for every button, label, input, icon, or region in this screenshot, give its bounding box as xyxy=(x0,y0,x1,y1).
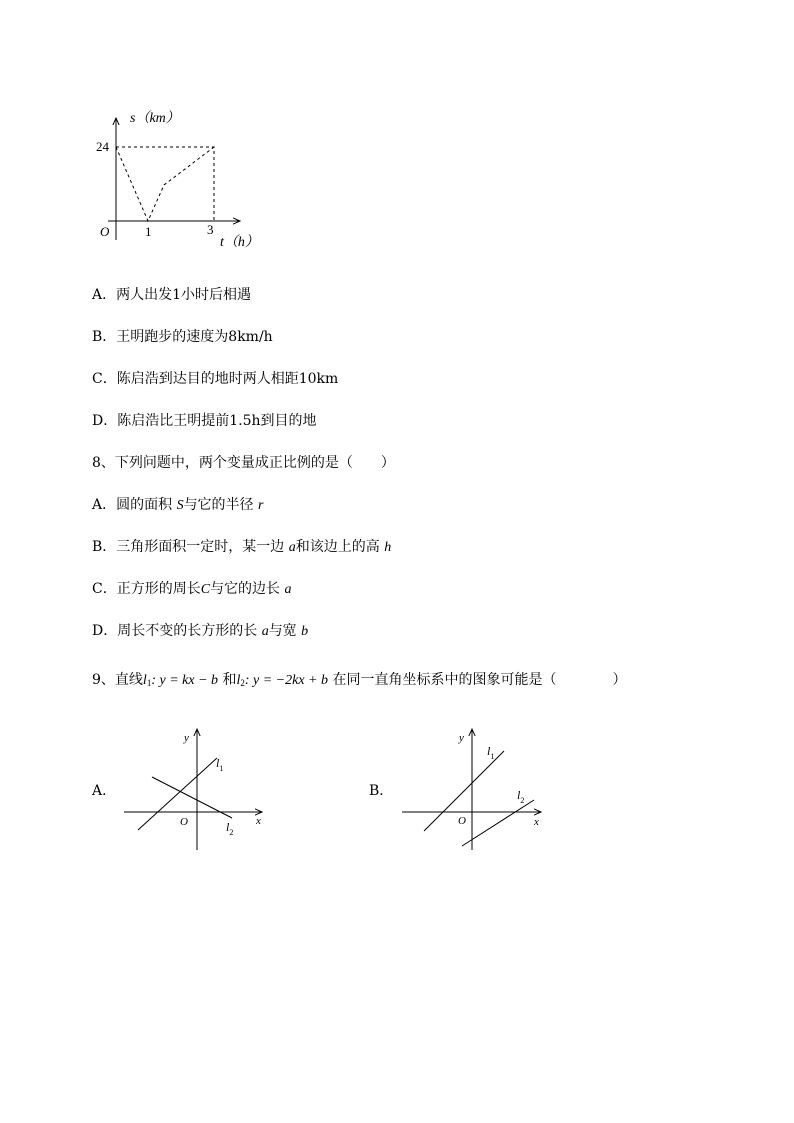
x-tick-3: 3 xyxy=(207,222,214,237)
q8-b-var-a: a xyxy=(288,540,296,555)
q9-graph-a xyxy=(120,725,270,855)
q8-a-text: A．圆的面积 xyxy=(92,497,177,513)
origin-label: O xyxy=(100,224,110,239)
x-axis-label: t（h） xyxy=(220,235,259,250)
q9a-l2-label: $l_2$ xyxy=(226,820,234,837)
q7-option-a: A．两人出发1小时后相遇 xyxy=(92,287,252,303)
q8-b-text: B．三角形面积一定时，某一边 xyxy=(92,539,289,555)
q9-l1-letter: l xyxy=(142,673,147,688)
q9b-y-label: y xyxy=(459,732,464,744)
q7-option-b: B．王明跑步的速度为8km/h xyxy=(92,329,273,345)
q9-l2-expr: : y = −2kx + b xyxy=(244,673,329,688)
q9a-x-label: x xyxy=(256,815,261,827)
q8-d-var-b: b xyxy=(301,624,309,639)
q8-a-var-s: S xyxy=(176,498,184,513)
q9b-x-label: x xyxy=(534,816,539,828)
q8-d-text-2: 与宽 xyxy=(268,623,302,639)
q8-a-text-2: 与它的半径 xyxy=(183,497,259,513)
q9-graph-b xyxy=(398,725,548,855)
q8-b-var-h: h xyxy=(384,540,392,555)
q9b-l2-label: $l_2$ xyxy=(517,788,525,805)
q8-option-b xyxy=(92,536,391,556)
q8-d-var-a: a xyxy=(261,624,269,639)
y-axis-label: s（km） xyxy=(130,111,180,126)
q9-and: 和 xyxy=(218,672,237,688)
q8-option-a xyxy=(92,494,263,514)
distance-time-graph xyxy=(92,100,272,255)
q8-c-text-2: 与它的边长 xyxy=(210,581,285,597)
q9a-line-l1 xyxy=(138,758,217,830)
q9a-l1-label: $l_1$ xyxy=(216,756,224,773)
q8-a-var-r: r xyxy=(258,498,264,513)
q9-stem xyxy=(92,669,626,689)
q9a-y-label: y xyxy=(184,732,189,744)
q9-text-2: 在同一直角坐标系中的图象可能是（ ） xyxy=(328,672,627,688)
q8-option-c xyxy=(92,578,292,598)
q9a-origin: O xyxy=(180,816,188,828)
q8-d-text: D．周长不变的长方形的长 xyxy=(92,623,262,639)
q9-l1-expr: : y = kx − b xyxy=(151,673,219,688)
q9-option-b-label: B． xyxy=(369,783,394,799)
q9-l1-sub: 1 xyxy=(146,678,152,688)
x-tick-1: 1 xyxy=(145,224,152,239)
q7-option-c: C．陈启浩到达目的地时两人相距10km xyxy=(92,371,339,387)
q9-text: 9、直线 xyxy=(92,672,143,688)
q9b-line-l2 xyxy=(462,800,534,846)
q8-stem: 8、下列问题中，两个变量成正比例的是（ ） xyxy=(92,455,395,471)
q8-option-d xyxy=(92,620,308,640)
q8-c-var-a: a xyxy=(284,582,292,597)
q8-c-var-c: C xyxy=(200,582,211,597)
q8-b-text-2: 和该边上的高 xyxy=(295,539,385,555)
q9-l2-sub: 2 xyxy=(240,678,245,688)
q9-option-a-label: A． xyxy=(92,783,117,799)
y-tick-24: 24 xyxy=(96,139,109,154)
q9b-l1-label: $l_1$ xyxy=(487,744,495,761)
q8-c-text: C．正方形的周长 xyxy=(92,581,201,597)
q9-l2-letter: l xyxy=(236,673,241,688)
q7-option-d: D．陈启浩比王明提前1.5h到目的地 xyxy=(92,413,317,429)
distance-line-1 xyxy=(116,147,214,221)
q9b-origin: O xyxy=(458,815,466,827)
